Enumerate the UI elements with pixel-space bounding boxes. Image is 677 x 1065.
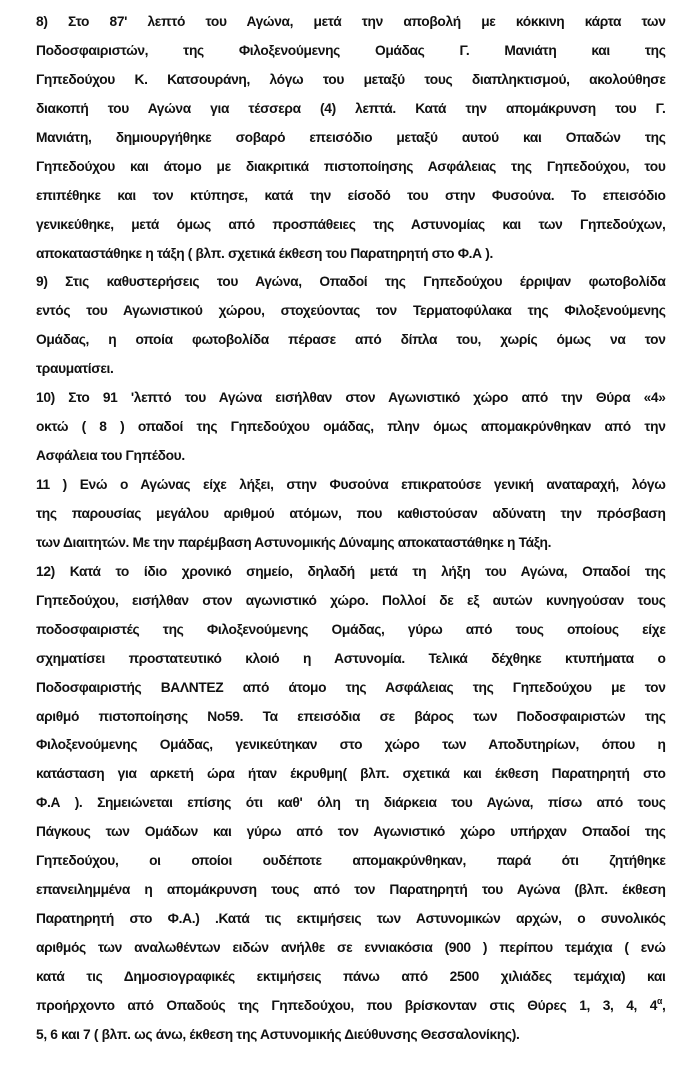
paragraph-10 xyxy=(36,384,666,471)
text-line: εντός του Αγωνιστικού χώρου, στοχεύοντας τον Τερματοφύλακα της Φιλοξενούμενης xyxy=(36,303,666,320)
text-line: της παρουσίας μεγάλου αριθμού ατόμων, που καθιστούσαν αδύνατη την πρόσβαση xyxy=(36,505,666,522)
text-line: Γηπεδούχου και άτομο με διακριτικά πιστοποίησης Ασφάλειας της Γηπεδούχου, του xyxy=(36,158,666,175)
text-line: 11 ) Ενώ ο Αγώνας είχε λήξει, στην Φυσούνα επικρατούσε γενική αναταραχή, λόγω xyxy=(36,477,666,493)
text-line: ποδοσφαιριστές της Φιλοξενούμενης Ομάδας, γύρω από τους οποίους είχε xyxy=(36,621,666,638)
text-line: επιπέθηκε και τον κτύπησε, κατά την είσοδό του στην Φυσούνα. Το επεισόδιο xyxy=(36,187,666,204)
text-line: 12) Κατά το ίδιο χρονικό σημείο, δηλαδή μετά τη λήξη του Αγώνα, Οπαδοί της xyxy=(36,563,666,580)
text-line: τραυματίσει. xyxy=(36,361,114,378)
ordinal-superscript: α xyxy=(657,995,663,1006)
text-line: Γηπεδούχου, εισήλθαν στον αγωνιστικό χώρο. Πολλοί δε εξ αυτών κυνηγούσαν τους xyxy=(36,592,666,609)
text-line: σχηματίσει προστατευτικό κλοιό η Αστυνομία. Τελικά δέχθηκε κτυπήματα ο xyxy=(36,650,666,667)
text-line: Φ.Α ). Σημειώνεται επίσης ότι καθ' όλη τη διάρκεια του Αγώνα, πίσω από τους xyxy=(36,795,666,812)
text-line: διακοπή του Αγώνα για τέσσερα (4) λεπτά. Κατά την απομάκρυνση του Γ. xyxy=(36,100,666,117)
text-line: γενικεύθηκε, μετά όμως από προσπάθειες της Αστυνομίας και των Γηπεδούχων, xyxy=(36,216,666,233)
text-line: αποκαταστάθηκε η τάξη ( βλπ. σχετικά έκθεση του Παρατηρητή στο Φ.Α ). xyxy=(36,245,493,262)
text-line: των Διαιτητών. Με την παρέμβαση Αστυνομικής Δύναμης αποκαταστάθηκε η Τάξη. xyxy=(36,534,552,551)
text-line: Μανιάτη, δημιουργήθηκε σοβαρό επεισόδιο μεταξύ αυτού και Οπαδών της xyxy=(36,129,666,146)
document-page xyxy=(36,8,666,1050)
text-line: Γηπεδούχου, οι οποίοι ουδέποτε απομακρύνθηκαν, παρά ότι ζητήθηκε xyxy=(36,853,666,870)
text-line: 10) Στο 91 'λεπτό του Αγώνα εισήλθαν στον Αγωνιστικό χώρο από την Θύρα «4» xyxy=(36,390,666,407)
text-line: αριθμό πιστοποίησης Νο59. Τα επεισόδια σε βάρος των Ποδοσφαιριστών της xyxy=(36,708,666,725)
text-line: προήρχοντο από Οπαδούς της Γηπεδούχου, που βρίσκονταν στις Θύρες 1, 3, 4, $4^\alpha$, xyxy=(36,995,666,1014)
text-line: Ασφάλεια του Γηπέδου. xyxy=(36,448,185,465)
text-line: Ομάδας, η οποία φωτοβολίδα πέρασε από δίπλα του, χωρίς όμως να τον xyxy=(36,332,666,349)
paragraph-9 xyxy=(36,268,666,384)
text-line: Ποδοσφαιριστής ΒΑΛΝΤΕΖ από άτομο της Ασφάλειας της Γηπεδούχου με τον xyxy=(36,679,666,696)
text-line: 9) Στις καθυστερήσεις του Αγώνα, Οπαδοί της Γηπεδούχου έρριψαν φωτοβολίδα xyxy=(36,274,666,291)
text-line: οκτώ ( 8 ) οπαδοί της Γηπεδούχου ομάδας, πλην όμως απομακρύνθηκαν από την xyxy=(36,419,666,436)
paragraph-8 xyxy=(36,8,666,268)
text-line: κατάσταση για αρκετή ώρα ήταν έκρυθμη( βλπ. σχετικά και έκθεση Παρατηρητή στο xyxy=(36,766,666,783)
paragraph-11 xyxy=(36,471,666,558)
paragraph-12 xyxy=(36,558,666,1050)
text-line: 5, 6 και 7 ( βλπ. ως άνω, έκθεση της Αστυνομικής Διεύθυνσης Θεσσαλονίκης). xyxy=(36,1026,520,1043)
text-line: Ποδοσφαιριστών, της Φιλοξενούμενης Ομάδας Γ. Μανιάτη και της xyxy=(36,42,666,59)
text-line: επανειλημμένα η απομάκρυνση τους από τον Παρατηρητή του Αγώνα (βλπ. έκθεση xyxy=(36,882,666,899)
text-line: 8) Στο 87' λεπτό του Αγώνα, μετά την αποβολή με κόκκινη κάρτα των xyxy=(36,14,666,30)
text-line: αριθμός των αναλωθέντων ειδών ανήλθε σε εννιακόσια (900 ) περίπου τεμάχια ( ενώ xyxy=(36,940,666,956)
text-line: κατά τις Δημοσιογραφικές εκτιμήσεις πάνω από 2500 χιλιάδες τεμάχια) και xyxy=(36,968,666,985)
text-line: Φιλοξενούμενης Ομάδας, γενικεύτηκαν στο χώρο των Αποδυτηρίων, όπου η xyxy=(36,737,666,754)
text-line: Παρατηρητή στο Φ.Α.) .Κατά τις εκτιμήσεις των Αστυνομικών αρχών, ο συνολικός xyxy=(36,911,666,928)
text-line: Γηπεδούχου Κ. Κατσουράνη, λόγω του μεταξύ τους διαπληκτισμού, ακολούθησε xyxy=(36,71,666,88)
text-line: Πάγκους των Ομάδων και γύρω από τον Αγωνιστικό χώρο υπήρχαν Οπαδοί της xyxy=(36,824,666,841)
